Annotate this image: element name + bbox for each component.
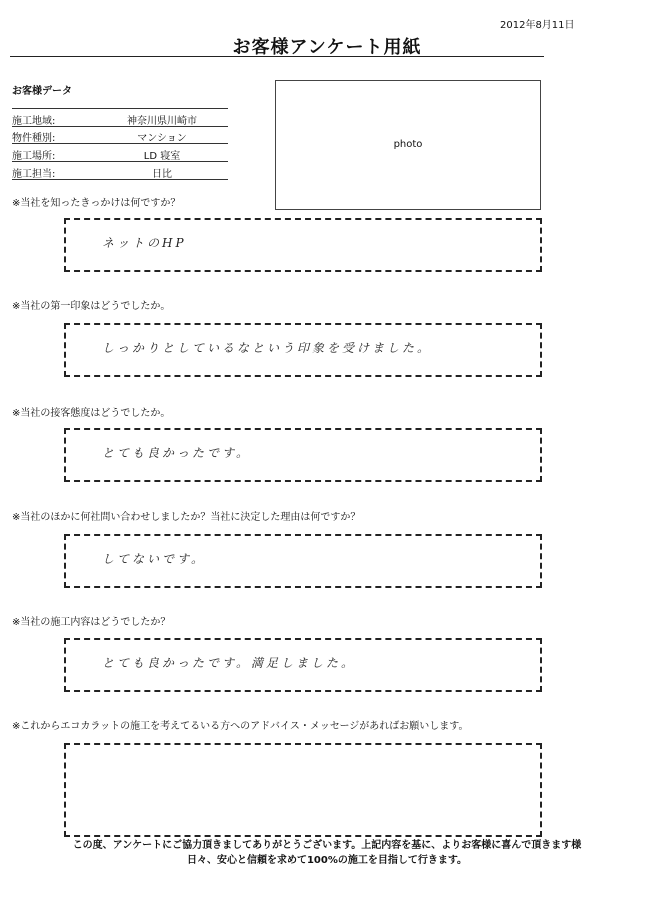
answer-text-1: ネットのHP <box>102 236 187 250</box>
photo-placeholder <box>275 80 541 210</box>
answer-text-5: とても良かったです。満足しました。 <box>102 656 357 670</box>
photo-label: photo <box>393 139 423 150</box>
question-5: ※当社の施工内容はどうでしたか？ <box>12 617 171 628</box>
info-row-area <box>12 108 228 127</box>
answer-box-6 <box>64 743 542 837</box>
answer-text-4: してないです。 <box>102 552 207 566</box>
footer-line-1: この度、アンケートにご協力頂きましてありがとうございます。上記内容を基に、よりお客様に喜んで頂きます様 <box>72 840 582 851</box>
customer-data-heading: お客様データ <box>12 86 72 97</box>
info-label: 施工地域: <box>12 116 56 127</box>
info-label: 施工担当: <box>12 169 56 180</box>
answer-box-4 <box>64 534 542 588</box>
question-4: ※当社のほかに何社問い合わせしましたか？当社に決定した理由は何ですか？ <box>12 512 361 523</box>
answer-box-3 <box>64 428 542 482</box>
title-underline <box>10 56 544 57</box>
answer-box-2 <box>64 323 542 377</box>
info-row-staff <box>12 162 228 180</box>
question-2: ※当社の第一印象はどうでしたか。 <box>12 301 171 312</box>
page-title: お客様アンケート用紙 <box>232 37 422 58</box>
answer-text-2: しっかりとしているなという印象を受けました。 <box>102 341 433 355</box>
footer-line-2: 日々、安心と信頼を求めて100%の施工を目指して行きます。 <box>186 855 468 866</box>
question-3: ※当社の接客態度はどうでしたか。 <box>12 408 171 419</box>
answer-box-1 <box>64 218 542 272</box>
info-label: 物件種別: <box>12 133 56 144</box>
question-6: ※これからエコカラットの施工を考えてるいる方へのアドバイス・メッセージがあればお願いします。 <box>12 721 469 732</box>
info-row-location <box>12 144 228 162</box>
survey-date: 2012年8月11日 <box>500 20 575 31</box>
info-row-property-type <box>12 126 228 144</box>
info-label: 施工場所: <box>12 151 56 162</box>
answer-box-5 <box>64 638 542 692</box>
info-value: 日比 <box>152 169 172 180</box>
answer-text-3: とても良かったです。 <box>102 446 252 460</box>
question-1: ※当社を知ったきっかけは何ですか？ <box>12 198 181 209</box>
info-value: LD 寝室 <box>143 151 181 162</box>
info-value: 神奈川県川崎市 <box>127 116 197 127</box>
info-value: マンション <box>137 133 187 144</box>
